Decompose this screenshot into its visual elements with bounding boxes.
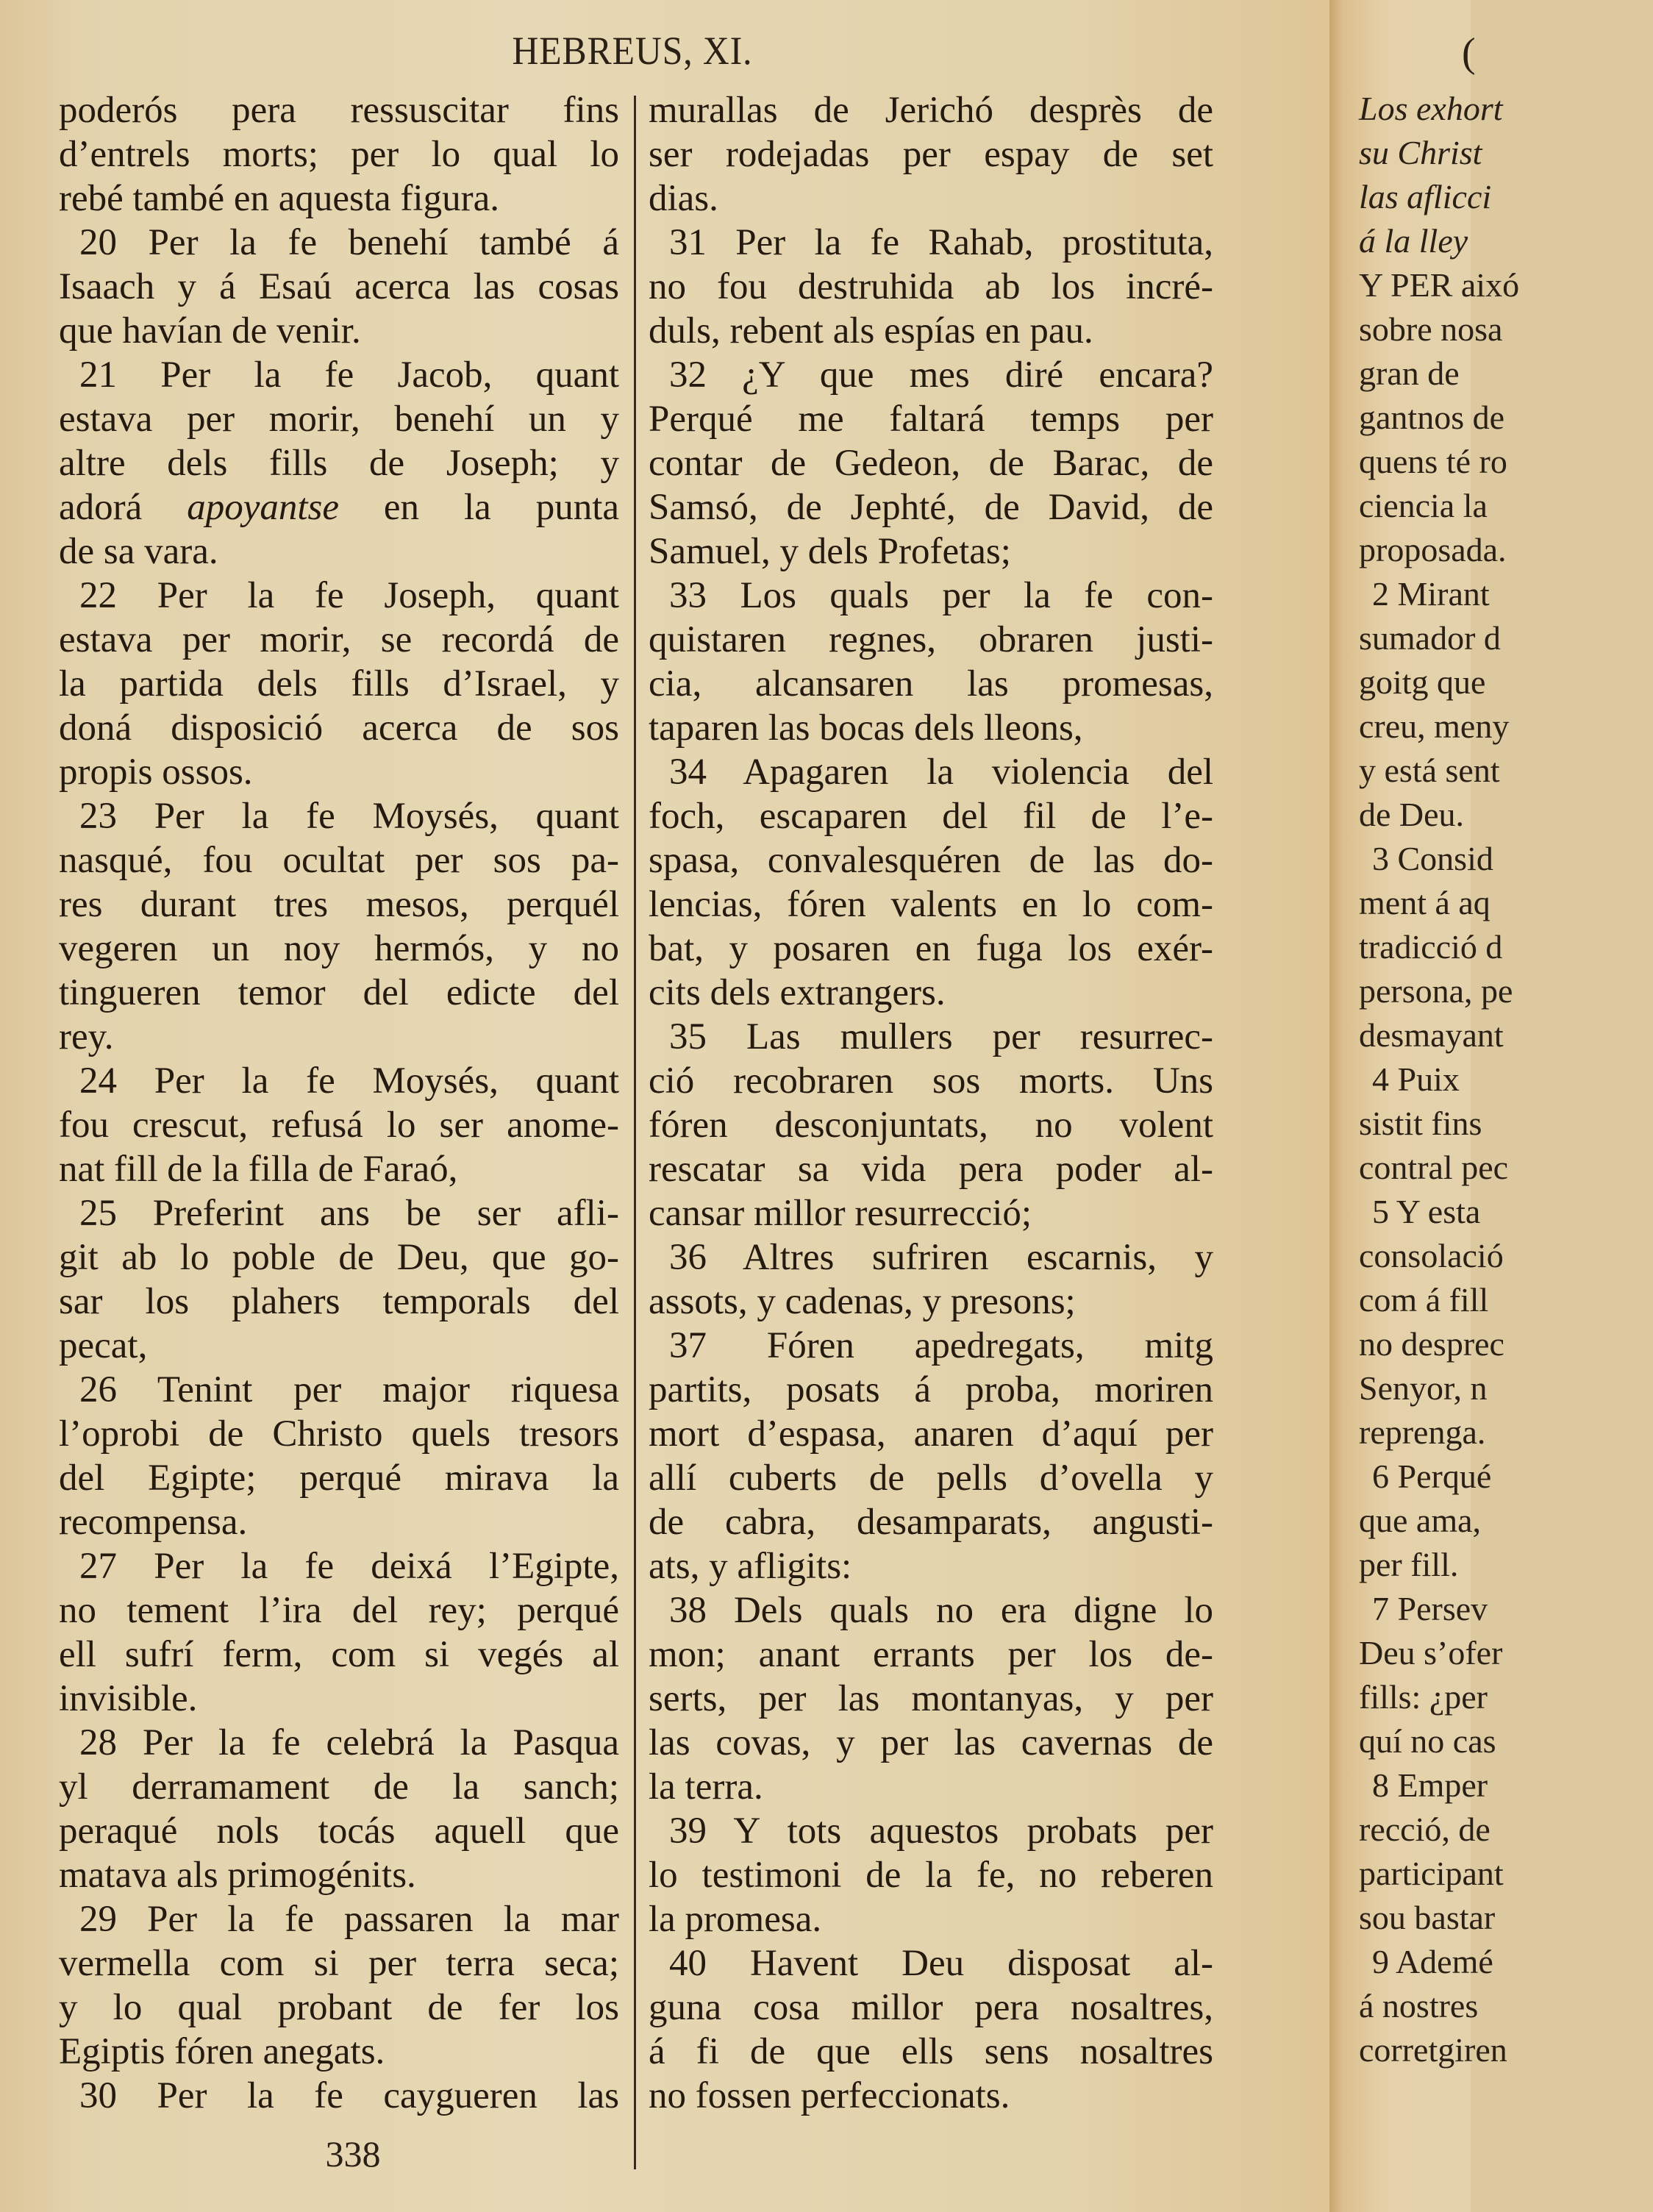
verse-start-line: 24 Per la fe Moysés, quant xyxy=(79,1060,619,1102)
next-page-line: reprenga. xyxy=(1359,1413,1486,1451)
verse-start-line: 25 Preferint ans be ser afli- xyxy=(79,1193,619,1234)
text-line: rebé també en aquesta figura. xyxy=(59,178,499,219)
text-line: lencias, fóren valents en lo com- xyxy=(649,884,1213,925)
next-page-line: Y PER aixó xyxy=(1359,266,1520,304)
next-page-line: su Christ xyxy=(1359,134,1482,171)
next-page-line: á nostres xyxy=(1359,1987,1479,2024)
next-page-line: goitg que xyxy=(1359,663,1486,701)
text-line: estava per morir, se recordá de xyxy=(59,619,619,660)
next-page-line: proposada. xyxy=(1359,531,1507,568)
text-line: que havían de venir. xyxy=(59,310,361,352)
text-line xyxy=(59,485,619,529)
verse-start-line: 37 Fóren apedregats, mitg xyxy=(669,1325,1213,1366)
text-line: Perqué me faltará temps per xyxy=(649,399,1213,440)
text-line: á fi de que ells sens nosaltres xyxy=(649,2031,1213,2072)
text-line: ell sufrí ferm, com si vegés al xyxy=(59,1634,619,1675)
next-page-line: sistit fins xyxy=(1359,1105,1482,1142)
next-page-line: á la lley xyxy=(1359,222,1468,260)
next-page-line: gran de xyxy=(1359,354,1460,392)
verse-start-line: 34 Apagaren la violencia del xyxy=(669,752,1213,793)
text-line: matava als primogénits. xyxy=(59,1855,416,1896)
next-page-line: 4 Puix xyxy=(1372,1060,1460,1098)
next-page-line: ment á aq xyxy=(1359,884,1490,921)
next-page-head-fragment: ( xyxy=(1462,30,1476,76)
text-line: de sa vara. xyxy=(59,531,218,572)
next-page-line: sobre nosa xyxy=(1359,310,1503,348)
text-line: guna cosa millor pera nosaltres, xyxy=(649,1987,1213,2028)
text-line: quistaren regnes, obraren justi- xyxy=(649,619,1213,660)
text-line: recompensa. xyxy=(59,1502,248,1543)
text-line: contar de Gedeon, de Barac, de xyxy=(649,443,1213,484)
next-page-line: sou bastar xyxy=(1359,1899,1496,1936)
text-line: ats, y afligits: xyxy=(649,1546,852,1587)
text-line: invisible. xyxy=(59,1678,198,1719)
text-line: cansar millor resurrecció; xyxy=(649,1193,1032,1234)
next-page-line: sumador d xyxy=(1359,619,1501,657)
text-line: nat fill de la filla de Faraó, xyxy=(59,1149,458,1190)
text-line: Egiptis fóren anegats. xyxy=(59,2031,385,2072)
text-line: l’oprobi de Christo quels tresors xyxy=(59,1413,619,1455)
verse-start-line: 28 Per la fe celebrá la Pasqua xyxy=(79,1722,619,1763)
text-line: mon; anant errants per los de- xyxy=(649,1634,1213,1675)
next-page-line: contral pec xyxy=(1359,1149,1509,1186)
next-page-line: 7 Persev xyxy=(1372,1590,1488,1627)
next-page-line: de Deu. xyxy=(1359,796,1465,833)
next-page-line: desmayant xyxy=(1359,1016,1504,1054)
text-line: bat, y posaren en fuga los exér- xyxy=(649,928,1213,969)
verse-start-line: 35 Las mullers per resurrec- xyxy=(669,1016,1213,1057)
text-line: y lo qual probant de fer los xyxy=(59,1987,619,2028)
text-line: pecat, xyxy=(59,1325,148,1366)
next-page-line: 8 Emper xyxy=(1372,1766,1488,1804)
text-line: murallas de Jerichó desprès de xyxy=(649,90,1213,131)
text-line: ció recobraren sos morts. Uns xyxy=(649,1060,1213,1102)
next-page-line: Los exhort xyxy=(1359,90,1503,127)
text-line: la partida dels fills d’Israel, y xyxy=(59,663,619,704)
text-line: Isaach y á Esaú acerca las cosas xyxy=(59,266,619,307)
text-line: ser rodejadas per espay de set xyxy=(649,134,1213,175)
text-line: serts, per las montanyas, y per xyxy=(649,1678,1213,1719)
next-page-line: com á fill xyxy=(1359,1281,1489,1319)
italic-word: apoyantse xyxy=(187,487,339,528)
next-page-line: Senyor, n xyxy=(1359,1369,1488,1407)
text-line: de cabra, desamparats, angusti- xyxy=(649,1502,1213,1543)
next-page-line: participant xyxy=(1359,1855,1504,1892)
verse-start-line: 21 Per la fe Jacob, quant xyxy=(79,354,619,396)
text-line: las covas, y per las cavernas de xyxy=(649,1722,1213,1763)
text-line: vermella com si per terra seca; xyxy=(59,1943,619,1984)
column-divider xyxy=(634,96,636,2169)
verse-start-line: 30 Per la fe caygueren las xyxy=(79,2075,619,2116)
text-segment: adorá xyxy=(59,487,188,528)
next-page-line: creu, meny xyxy=(1359,707,1510,745)
text-line: estava per morir, benehí un y xyxy=(59,399,619,440)
text-line: doná disposició acerca de sos xyxy=(59,707,619,749)
text-line: res durant tres mesos, perquél xyxy=(59,884,619,925)
verse-start-line: 33 Los quals per la fe con- xyxy=(669,575,1213,616)
next-page-line: quí no cas xyxy=(1359,1722,1496,1760)
next-page-line: tradicció d xyxy=(1359,928,1503,966)
text-line: allí cuberts de pells d’ovella y xyxy=(649,1458,1213,1499)
text-line: Samuel, y dels Profetas; xyxy=(649,531,1011,572)
verse-start-line: 27 Per la fe deixá l’Egipte, xyxy=(79,1546,619,1587)
text-line: lo testimoni de la fe, no reberen xyxy=(649,1855,1213,1896)
left-column xyxy=(59,88,619,2118)
next-page-line: fills: ¿per xyxy=(1359,1678,1488,1716)
text-line: d’entrels morts; per lo qual lo xyxy=(59,134,619,175)
text-line: duls, rebent als espías en pau. xyxy=(649,310,1093,352)
text-line: dias. xyxy=(649,178,718,219)
text-line: Samsó, de Jephté, de David, de xyxy=(649,487,1213,528)
text-line: no tement l’ira del rey; perqué xyxy=(59,1590,619,1631)
next-page-line: 9 Ademé xyxy=(1372,1943,1493,1980)
verse-start-line: 39 Y tots aquestos probats per xyxy=(669,1810,1213,1852)
text-line: assots, y cadenas, y presons; xyxy=(649,1281,1076,1322)
next-page-line: quens té ro xyxy=(1359,443,1507,480)
next-page-line: 2 Mirant xyxy=(1372,575,1490,613)
verse-start-line: 40 Havent Deu disposat al- xyxy=(669,1943,1213,1984)
right-column xyxy=(649,88,1213,2118)
text-line: nasqué, fou ocultat per sos pa- xyxy=(59,840,619,881)
text-line: tingueren temor del edicte del xyxy=(59,972,619,1013)
next-page-line: consolació xyxy=(1359,1237,1504,1274)
text-line: yl derramament de la sanch; xyxy=(59,1766,619,1808)
next-page-line: y está sent xyxy=(1359,752,1500,789)
next-page-line: 5 Y esta xyxy=(1372,1193,1481,1230)
next-page-lines xyxy=(1359,87,1653,2072)
verse-start-line: 38 Dels quals no era digne lo xyxy=(669,1590,1213,1631)
text-line: poderós pera ressuscitar fins xyxy=(59,90,619,131)
page-number: 338 xyxy=(325,2133,381,2174)
text-line: la terra. xyxy=(649,1766,763,1808)
text-line: la promesa. xyxy=(649,1899,822,1940)
verse-start-line: 29 Per la fe passaren la mar xyxy=(79,1899,619,1940)
text-line: vegeren un noy hermós, y no xyxy=(59,928,619,969)
text-line: foch, escaparen del fil de l’e- xyxy=(649,796,1213,837)
next-page-line: recció, de xyxy=(1359,1810,1490,1848)
next-page-line: gantnos de xyxy=(1359,399,1505,436)
verse-start-line: 22 Per la fe Joseph, quant xyxy=(79,575,619,616)
next-page-edge xyxy=(1329,0,1520,2212)
text-line: del Egipte; perqué mirava la xyxy=(59,1458,619,1499)
text-line: propis ossos. xyxy=(59,752,253,793)
verse-start-line: 23 Per la fe Moysés, quant xyxy=(79,796,619,837)
text-line: fóren desconjuntats, no volent xyxy=(649,1105,1213,1146)
text-line: altre dels fills de Joseph; y xyxy=(59,443,619,484)
next-page-line: per fill. xyxy=(1359,1546,1459,1583)
text-line: taparen las bocas dels lleons, xyxy=(649,707,1083,749)
next-page-line: persona, pe xyxy=(1359,972,1513,1010)
text-line: partits, posats á proba, moriren xyxy=(649,1369,1213,1410)
text-line: mort d’espasa, anaren d’aquí per xyxy=(649,1413,1213,1455)
text-line: cia, alcansaren las promesas, xyxy=(649,663,1213,704)
verse-start-line: 36 Altres sufriren escarnis, y xyxy=(669,1237,1213,1278)
verse-start-line: 26 Tenint per major riquesa xyxy=(79,1369,619,1410)
text-line: git ab lo poble de Deu, que go- xyxy=(59,1237,619,1278)
next-page-line: las aflicci xyxy=(1359,178,1492,215)
verse-start-line: 32 ¿Y que mes diré encara? xyxy=(669,354,1213,396)
next-page-line: Deu s’ofer xyxy=(1359,1634,1503,1672)
verse-start-line: 31 Per la fe Rahab, prostituta, xyxy=(669,222,1213,263)
next-page-line: ciencia la xyxy=(1359,487,1488,524)
text-line: no fou destruhida ab los incré- xyxy=(649,266,1213,307)
text-line: spasa, convalesquéren de las do- xyxy=(649,840,1213,881)
text-line: no fossen perfeccionats. xyxy=(649,2075,1010,2116)
text-line: cits dels extrangers. xyxy=(649,972,946,1013)
next-page-line: corretgiren xyxy=(1359,2031,1507,2069)
text-line: rescatar sa vida pera poder al- xyxy=(649,1149,1213,1190)
text-line: sar los plahers temporals del xyxy=(59,1281,619,1322)
next-page-line: que ama, xyxy=(1359,1502,1482,1539)
text-line: fou crescut, refusá lo ser anome- xyxy=(59,1105,619,1146)
next-page-line: 3 Consid xyxy=(1372,840,1493,877)
verse-start-line: 20 Per la fe benehí també á xyxy=(79,222,619,263)
text-line: rey. xyxy=(59,1016,114,1057)
text-segment: en la punta xyxy=(338,487,619,528)
running-head: HEBREUS, XI. xyxy=(512,29,753,73)
next-page-line: no desprec xyxy=(1359,1325,1504,1363)
next-page-line: 6 Perqué xyxy=(1372,1458,1492,1495)
text-line: peraqué nols tocás aquell que xyxy=(59,1810,619,1852)
